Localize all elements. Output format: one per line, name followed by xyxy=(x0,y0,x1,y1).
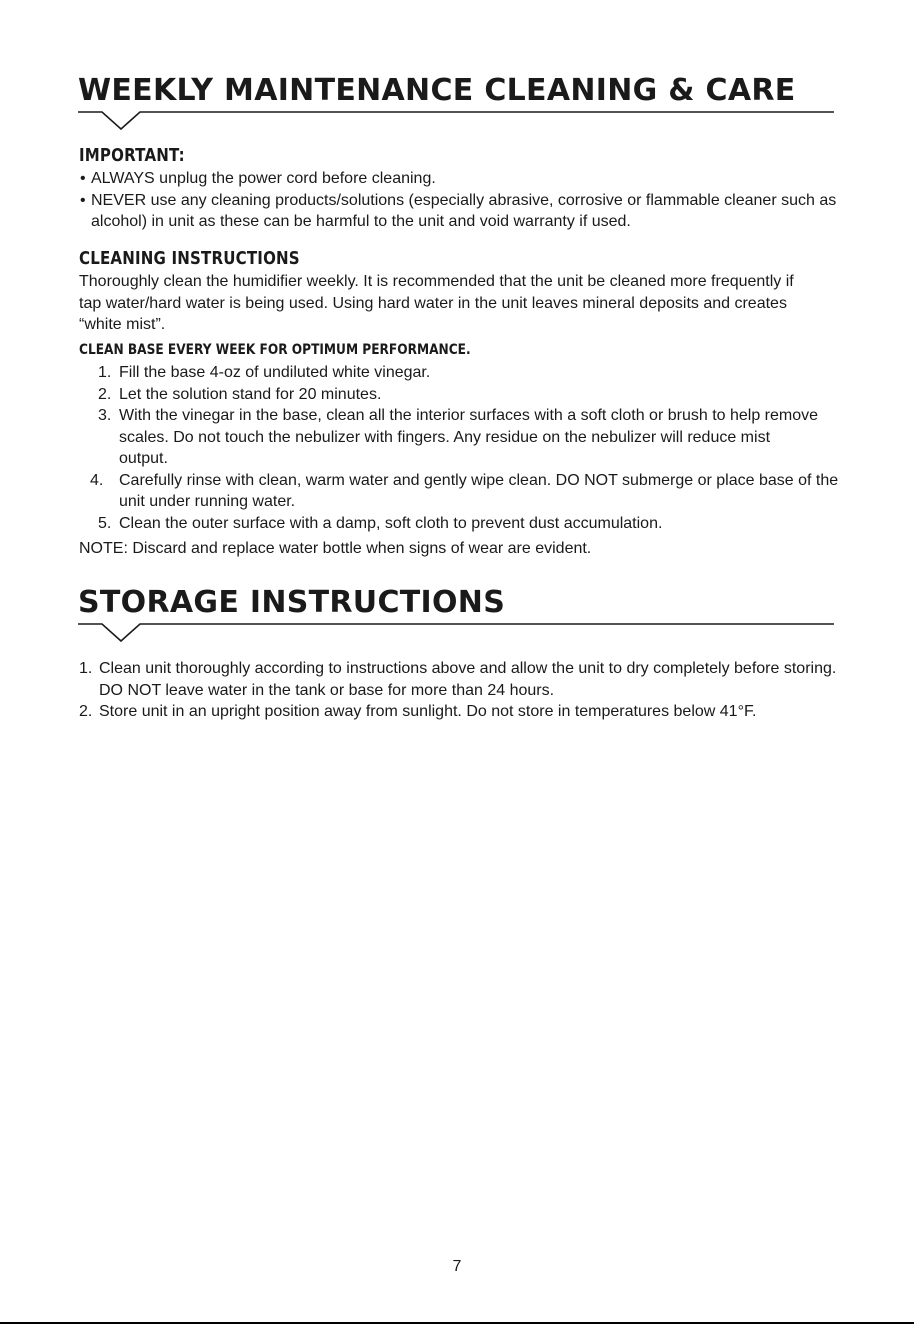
important-list xyxy=(79,168,839,233)
storage-item: 2. Store unit in an upright position away from sunlight. Do not store in temperatures below 41°F. xyxy=(79,703,757,720)
important-item: • NEVER use any cleaning products/solutions (especially abrasive, corrosive or flammable cleaner such as alcohol) in unit as these can be harmful to the unit and void warranty if used. xyxy=(80,191,837,230)
important-item: • ALWAYS unplug the power cord before cleaning. xyxy=(79,168,839,190)
storage-item: 1. Clean unit thoroughly according to instructions above and allow the unit to dry completely before storing. DO NOT leave water in the tank or base for more than 24 hours. xyxy=(79,660,837,699)
important-heading: IMPORTANT: xyxy=(79,146,185,166)
maintenance-title: WEEKLY MAINTENANCE CLEANING & CARE xyxy=(78,73,796,108)
title-rule xyxy=(78,621,834,645)
cleaning-heading: CLEANING INSTRUCTIONS xyxy=(79,249,300,269)
storage-section-header xyxy=(78,585,834,645)
bullet-icon: • xyxy=(80,191,86,209)
bullet-icon: • xyxy=(80,170,86,187)
steps-block xyxy=(79,362,839,534)
title-rule xyxy=(78,109,834,133)
chevron-rule-icon xyxy=(78,621,834,645)
storage-block xyxy=(79,658,839,723)
important-list-block xyxy=(79,168,839,233)
storage-list xyxy=(79,658,839,723)
cleaning-paragraph: Thoroughly clean the humidifier weekly. It is recommended that the unit be cleaned more frequently if tap water/hard water is being used. Using hard water in the unit leaves mineral deposits and creates “white mist”. xyxy=(79,273,794,333)
step-item: 4. Carefully rinse with clean, warm water and gently wipe clean. DO NOT submerge or place base of the unit under running water. xyxy=(90,471,839,510)
cleaning-steps xyxy=(79,362,839,534)
note-text: NOTE: Discard and replace water bottle when signs of wear are evident. xyxy=(79,540,592,557)
page-number: 7 xyxy=(452,1258,462,1275)
step-item: 2. Let the solution stand for 20 minutes. xyxy=(98,385,382,403)
chevron-rule-icon xyxy=(78,109,834,133)
storage-title: STORAGE INSTRUCTIONS xyxy=(78,585,506,620)
maintenance-section-header xyxy=(78,73,834,133)
clean-base-heading: CLEAN BASE EVERY WEEK FOR OPTIMUM PERFORMANCE. xyxy=(79,342,471,358)
step-item: 3. With the vinegar in the base, clean all the interior surfaces with a soft cloth or brush to help remove scales. Do not touch the nebulizer with fingers. Any residue on the nebulizer will reduce mist output. xyxy=(98,407,819,467)
step-item: 1. Fill the base 4-oz of undiluted white vinegar. xyxy=(98,364,431,381)
step-item: 5. Clean the outer surface with a damp, soft cloth to prevent dust accumulation. xyxy=(98,514,663,532)
